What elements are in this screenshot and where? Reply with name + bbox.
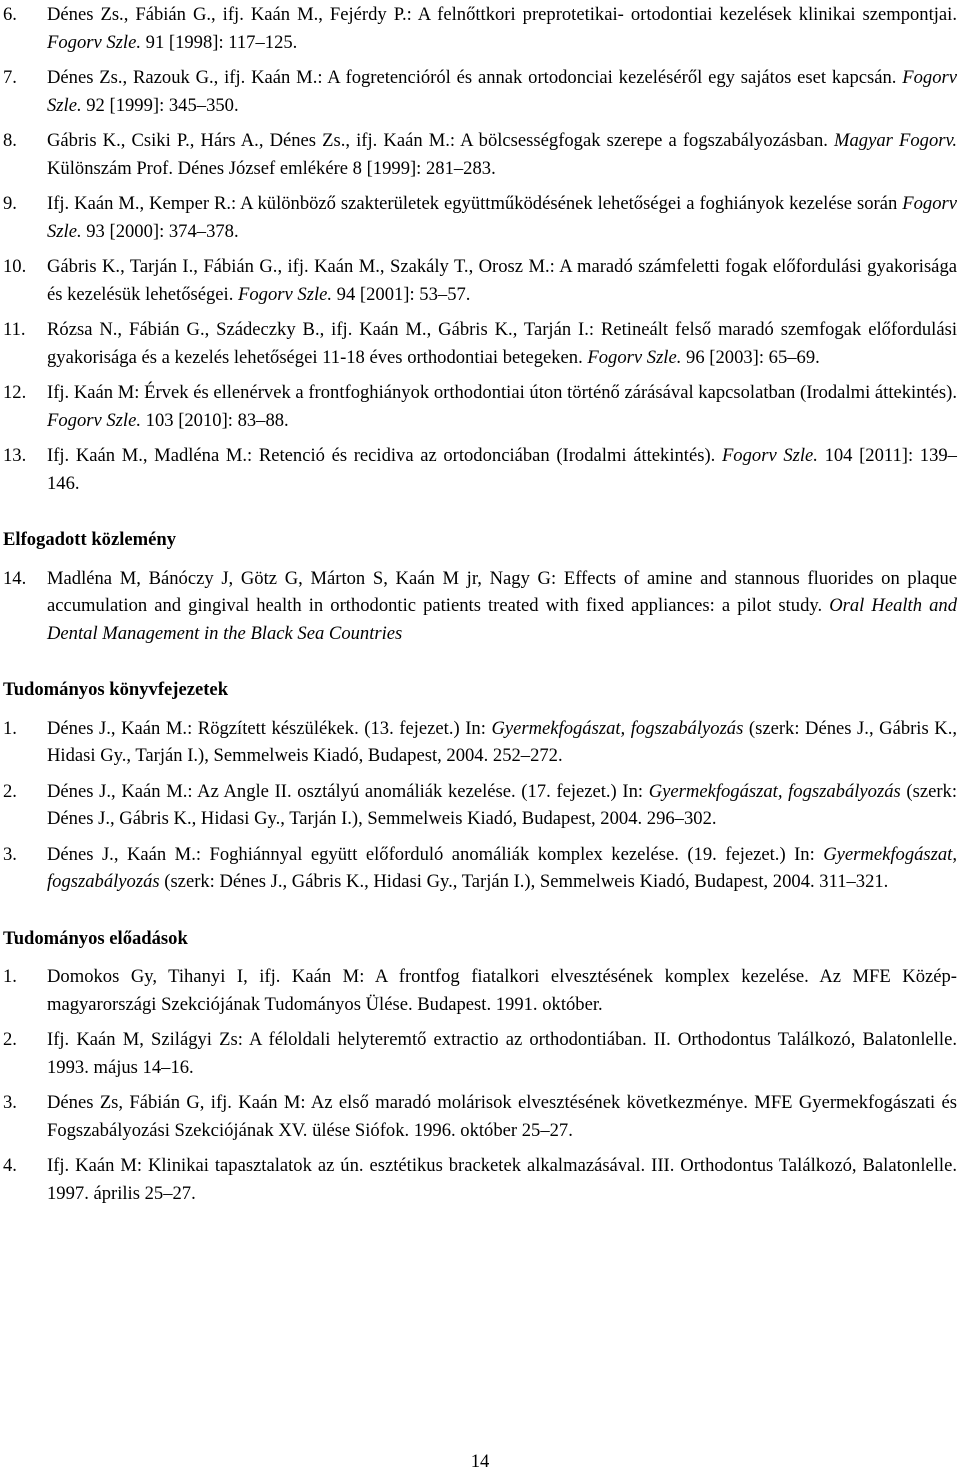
reference-text <box>47 442 957 497</box>
reference-text-segment: Madléna M, Bánóczy J, Götz G, Márton S, Kaán M jr, Nagy G: Effects of amine and stannous fluorides on plaque accumulation and gingival health in orthodontic patients treated with fixed appliances: a pilot study. <box>47 567 957 616</box>
chapters-list <box>3 715 957 896</box>
articles-list-continued <box>3 1 957 497</box>
reference-text <box>47 1026 957 1081</box>
reference-number: 1. <box>3 966 17 987</box>
reference-text <box>47 379 957 434</box>
reference-text-segment: 103 [2010]: 83–88. <box>141 409 289 431</box>
reference-text-segment: 93 [2000]: 374–378. <box>81 220 239 242</box>
reference-entry <box>3 1 957 56</box>
reference-journal-title: Oral Health and Dental Management in the Black Sea Countries <box>47 595 958 644</box>
reference-text-segment: 94 [2001]: 53–57. <box>332 283 471 305</box>
reference-journal-title: Gyermekfogászat, fogszabályozás <box>491 717 744 739</box>
reference-entry <box>3 127 957 182</box>
reference-entry <box>3 715 957 770</box>
reference-text <box>47 127 957 182</box>
reference-text-segment: Gábris K., Tarján I., Fábián G., ifj. Kaán M., Szakály T., Orosz M.: A maradó számfeletti fogak előfordulási gyakorisága és kezelésük lehetőségei. <box>47 256 957 305</box>
reference-text <box>47 963 957 1018</box>
reference-text-segment: Ifj. Kaán M., Madléna M.: Retenció és recidiva az ortodonciában (Irodalmi áttekintés). <box>47 445 722 466</box>
reference-text-segment: Dénes Zs, Fábián G, ifj. Kaán M: Az első maradó molárisok elvesztésének következménye. MFE Gyermekfogászati és Fogszabályozási Szekciójának XV. ülése Siófok. 1996. október 25–27. <box>47 1092 957 1141</box>
reference-text <box>47 841 957 896</box>
reference-entry <box>3 379 957 434</box>
reference-entry <box>3 316 957 371</box>
reference-number: 3. <box>3 1092 17 1113</box>
section-heading-talks: Tudományos előadások <box>3 927 188 949</box>
reference-number: 3. <box>3 843 17 865</box>
reference-journal-title: Fogorv Szle. <box>721 445 818 466</box>
page-number: 14 <box>470 1451 490 1472</box>
reference-text-segment: Dénes Zs., Fábián G., ifj. Kaán M., Fejérdy P.: A felnőttkori preprotetikai- ortodontiai kezelések klinikai szempontjai. <box>47 4 957 25</box>
reference-entry <box>3 963 957 1018</box>
reference-text-segment: Ifj. Kaán M, Szilágyi Zs: A féloldali helyteremtő extractio az orthodontiában. II. Orthodontus Találkozó, Balatonlelle. 1993. május 14–16. <box>47 1029 957 1078</box>
reference-number: 14. <box>3 567 27 589</box>
reference-number: 11. <box>3 319 26 340</box>
reference-text <box>47 190 957 245</box>
reference-journal-title: Fogorv Szle. <box>587 346 682 368</box>
accepted-list <box>3 565 957 648</box>
reference-text-segment: 91 [1998]: 117–125. <box>141 31 298 53</box>
reference-number: 7. <box>3 67 17 88</box>
reference-text <box>47 778 957 833</box>
reference-number: 12. <box>3 382 27 403</box>
reference-entry <box>3 253 957 308</box>
reference-text-segment: 104 [2011]: 139–146. <box>47 445 957 494</box>
reference-entry <box>3 565 957 648</box>
reference-number: 4. <box>3 1155 17 1176</box>
reference-entry <box>3 778 957 833</box>
reference-entry <box>3 190 957 245</box>
reference-number: 9. <box>3 193 17 214</box>
reference-text <box>47 253 957 308</box>
reference-entry <box>3 1026 957 1081</box>
reference-entry <box>3 1089 957 1144</box>
reference-text <box>47 1 957 56</box>
reference-journal-title: Fogorv Szle. <box>47 409 141 431</box>
reference-text <box>47 64 957 119</box>
reference-text-segment: 92 [1999]: 345–350. <box>81 94 239 116</box>
reference-text <box>47 715 957 770</box>
reference-text-segment: Dénes Zs., Razouk G., ifj. Kaán M.: A fogretencióról és annak ortodonciai kezeléséről egy sajátos eset kapcsán. <box>47 67 903 88</box>
reference-text-segment: Dénes J., Kaán M.: Foghiánnyal együtt előforduló anomáliák komplex kezelése. (19. fejezet.) In: <box>47 843 824 865</box>
reference-text-segment: Rózsa N., Fábián G., Szádeczky B., ifj. Kaán M., Gábris K., Tarján I.: Retineált felső maradó szemfogak előfordulási gyakorisága és a kezelés lehetőségei 11-18 éves orthodontiai betegeken. <box>47 319 957 368</box>
reference-text <box>47 1152 957 1207</box>
talks-list <box>3 963 957 1207</box>
reference-text-segment: (szerk: Dénes J., Gábris K., Hidasi Gy., Tarján I.), Semmelweis Kiadó, Budapest, 2004. 252–272. <box>47 717 957 766</box>
reference-text <box>47 1089 957 1144</box>
reference-text-segment: (szerk: Dénes J., Gábris K., Hidasi Gy., Tarján I.), Semmelweis Kiadó, Budapest, 2004. 296–302. <box>47 780 957 829</box>
reference-text-segment: Különszám Prof. Dénes József emlékére 8 [1999]: 281–283. <box>47 157 496 179</box>
reference-text-segment: Dénes J., Kaán M.: Rögzített készülékek. (13. fejezet.) In: <box>47 717 492 739</box>
reference-entry <box>3 64 957 119</box>
reference-entry <box>3 442 957 497</box>
reference-number: 10. <box>3 256 27 277</box>
reference-text-segment: Domokos Gy, Tihanyi I, ifj. Kaán M: A frontfog fiatalkori elvesztésének komplex kezelése. Az MFE Közép-magyarországi Szekciójának Tudományos Ülése. Budapest. 1991. október. <box>47 966 957 1015</box>
reference-entry <box>3 1152 957 1207</box>
reference-text <box>47 316 957 371</box>
section-heading-accepted: Elfogadott közlemény <box>3 529 177 550</box>
reference-number: 1. <box>3 717 17 739</box>
reference-text-segment: Ifj. Kaán M: Klinikai tapasztalatok az ún. esztétikus bracketek alkalmazásával. III. Orthodontus Találkozó, Balatonlelle. 1997. április 25–27. <box>47 1155 957 1204</box>
reference-text-segment: Ifj. Kaán M: Érvek és ellenérvek a frontfoghiányok orthodontiai úton történő zárásával kapcsolatban (Irodalmi áttekintés). <box>47 382 957 403</box>
reference-text <box>47 565 957 648</box>
reference-text-segment: 96 [2003]: 65–69. <box>681 346 820 368</box>
reference-text-segment: Gábris K., Csiki P., Hárs A., Dénes Zs., ifj. Kaán M.: A bölcsességfogak szerepe a fogszabályozásban. <box>47 130 835 151</box>
reference-number: 13. <box>3 445 27 466</box>
reference-journal-title: Fogorv Szle. <box>47 193 957 242</box>
reference-text-segment: Ifj. Kaán M., Kemper R.: A különböző szakterületek együttműködésének lehetőségei a foghiányok kezelése során <box>47 193 903 214</box>
reference-journal-title: Fogorv Szle. <box>238 283 333 305</box>
section-heading-chapters: Tudományos könyvfejezetek <box>3 679 229 700</box>
reference-number: 8. <box>3 130 17 151</box>
reference-number: 2. <box>3 1029 17 1050</box>
reference-journal-title: Fogorv Szle. <box>47 31 141 53</box>
reference-text-segment: (szerk: Dénes J., Gábris K., Hidasi Gy., Tarján I.), Semmelweis Kiadó, Budapest, 2004. 311–321. <box>159 871 889 892</box>
reference-number: 6. <box>3 4 17 25</box>
reference-number: 2. <box>3 780 17 802</box>
reference-journal-title: Gyermekfogászat, fogszabályozás <box>47 843 957 892</box>
reference-journal-title: Magyar Fogorv. <box>834 130 957 151</box>
reference-journal-title: Fogorv Szle. <box>47 67 957 116</box>
reference-text-segment: Dénes J., Kaán M.: Az Angle II. osztályú anomáliák kezelése. (17. fejezet.) In: <box>47 780 649 802</box>
reference-entry <box>3 841 957 896</box>
reference-journal-title: Gyermekfogászat, fogszabályozás <box>648 780 901 802</box>
